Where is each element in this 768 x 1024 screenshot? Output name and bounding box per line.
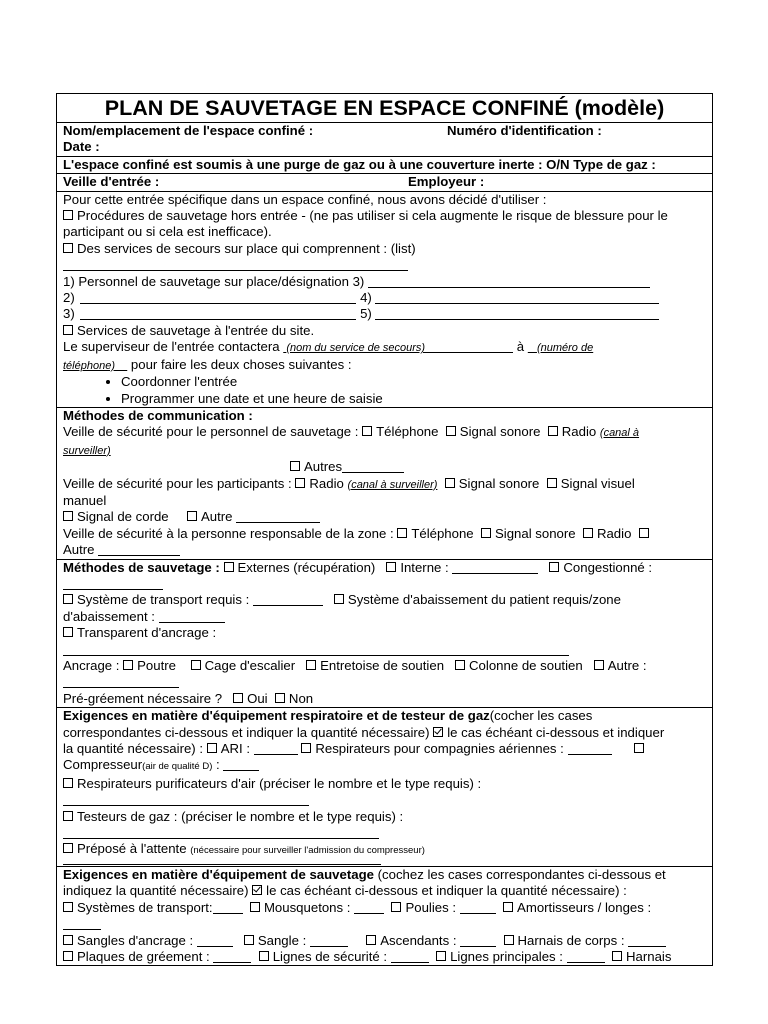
purificateurs-line[interactable]	[63, 793, 309, 806]
checkbox-autre[interactable]	[187, 511, 197, 521]
checked-box-icon	[433, 727, 443, 737]
checkbox-interne[interactable]	[386, 562, 396, 572]
mousquetons-label: Mousquetons :	[263, 899, 351, 915]
interne-line[interactable]	[452, 561, 538, 574]
checkbox-systemes-transport[interactable]	[63, 902, 73, 912]
plan-section	[57, 192, 712, 408]
checkbox-transport[interactable]	[63, 594, 73, 604]
equipement-desc-2: indiquez la quantité nécessaire)	[63, 883, 249, 899]
colonne-label: Colonne de soutien	[469, 658, 583, 673]
systemes-transport-label: Systèmes de transport:	[77, 899, 213, 915]
plaques-label: Plaques de gréement :	[77, 948, 210, 964]
identification-section	[57, 123, 712, 157]
sauvetage-section	[57, 560, 712, 709]
communication-section	[57, 408, 712, 560]
checkbox-amortisseurs[interactable]	[503, 902, 513, 912]
compresseur-line[interactable]	[223, 758, 259, 771]
numero-tel-hint-2: téléphone)	[63, 359, 115, 372]
respiratoire-section	[57, 708, 712, 867]
comm-zone-label: Veille de sécurité à la personne responsable de la zone :	[63, 525, 394, 541]
checkbox-harnais[interactable]	[612, 951, 622, 961]
canal-hint-2: surveiller)	[63, 444, 111, 457]
checkbox-radio-zone[interactable]	[583, 528, 593, 538]
testeurs-line[interactable]	[63, 826, 379, 839]
checkbox-services-sur-place[interactable]	[63, 243, 73, 253]
purificateurs-label: Respirateurs purificateurs d'air (préciser le nombre et le type requis) :	[77, 775, 482, 791]
poulies-line[interactable]	[460, 901, 496, 914]
prepose-label: Préposé à l'attente	[77, 841, 187, 857]
testeurs-label: Testeurs de gaz : (préciser le nombre et le type requis) :	[77, 808, 404, 824]
checkbox-mousquetons[interactable]	[250, 902, 260, 912]
personnel-2-line[interactable]	[80, 291, 356, 304]
tasks-list	[63, 374, 706, 407]
respirateurs-aero-label: Respirateurs pour compagnies aériennes :	[315, 741, 564, 757]
autres-label: Autres	[304, 459, 343, 475]
n3: 3)	[63, 306, 75, 322]
autre-line[interactable]	[236, 510, 320, 523]
respiratoire-desc-4: la quantité nécessaire) :	[63, 741, 204, 757]
systemes-transport-line[interactable]	[213, 901, 243, 914]
respiratoire-title: Exigences en matière d'équipement respiratoire et de testeur de gaz	[63, 708, 490, 724]
personnel-3b-line[interactable]	[80, 307, 356, 320]
signal-corde-label: Signal de corde	[77, 509, 169, 525]
checkbox-non[interactable]	[275, 693, 285, 703]
autre-label: Autre	[200, 509, 233, 525]
telephone-label: Téléphone	[411, 525, 474, 541]
transparent-line[interactable]	[63, 643, 569, 656]
sauvetage-title: Méthodes de sauvetage :	[63, 559, 220, 575]
checkbox-hors-entree[interactable]	[63, 210, 73, 220]
radio-label: Radio	[596, 525, 632, 541]
plan-intro: Pour cette entrée spécifique dans un espace confiné, nous avons décidé d'utiliser :	[63, 191, 547, 207]
abaissement-label-2: d'abaissement :	[63, 608, 155, 624]
signal-sonore-label: Signal sonore	[459, 424, 541, 440]
equipement-desc-3: le cas échéant ci-dessous et indiquer la quantité nécessaire) :	[266, 883, 627, 899]
nom-label: Nom/emplacement de l'espace confiné :	[63, 123, 314, 138]
amortisseurs-line[interactable]	[63, 917, 101, 930]
signal-sonore-label: Signal sonore	[494, 525, 576, 541]
compresseur-note: (air de qualité D)	[142, 761, 213, 773]
communication-title: Méthodes de communication :	[63, 407, 253, 423]
equipement-desc-1: (cochez les cases correspondantes ci-dessous et	[373, 866, 666, 882]
poulies-label: Poulies :	[405, 899, 457, 915]
form-title: PLAN DE SAUVETAGE EN ESPACE CONFINÉ (modèle)	[57, 94, 712, 123]
amortisseurs-label: Amortisseurs / longes :	[517, 899, 652, 915]
checkbox-congestionne[interactable]	[549, 562, 559, 572]
transport-line[interactable]	[253, 593, 323, 606]
compresseur-colon: :	[212, 757, 220, 773]
transparent-label: Transparent d'ancrage :	[77, 625, 217, 641]
checkbox-ascendants[interactable]	[366, 935, 376, 945]
ascendants-label: Ascendants :	[380, 932, 457, 948]
abaissement-line[interactable]	[159, 610, 225, 623]
congestionne-label: Congestionné :	[563, 559, 653, 575]
lignes-securite-label: Lignes de sécurité :	[272, 948, 388, 964]
ari-line[interactable]	[254, 742, 298, 755]
interne-label: Interne :	[400, 559, 449, 575]
lignes-principales-label: Lignes principales :	[450, 948, 563, 964]
harnais-corps-label: Harnais de corps :	[517, 932, 625, 948]
checkbox-telephone[interactable]	[362, 426, 372, 436]
n2: 2)	[63, 290, 75, 306]
personnel-3-line[interactable]	[368, 275, 650, 288]
signal-sonore-label: Signal sonore	[458, 475, 540, 491]
radio-label: Radio	[309, 475, 344, 491]
opt-hors-entree-label: Procédures de sauvetage hors entrée - (ne pas utiliser si cela augmente le risque de blessure pour le participant ou si cela est inefficace).	[63, 208, 668, 240]
mousquetons-line[interactable]	[354, 901, 384, 914]
respiratoire-desc-3: le cas échéant ci-dessous et indiquer	[447, 724, 665, 740]
prepose-line[interactable]	[63, 860, 381, 865]
checkbox-harnais-corps[interactable]	[504, 935, 514, 945]
rescue-plan-form	[56, 93, 713, 966]
cage-label: Cage d'escalier	[204, 658, 296, 673]
checkbox-autre-ancrage[interactable]	[594, 660, 604, 670]
checkbox-abaissement[interactable]	[334, 594, 344, 604]
checkbox-signal-sonore-participants[interactable]	[445, 478, 455, 488]
task-item: • Programmer une date et une heure de saisie	[121, 391, 706, 407]
checkbox-signal-sonore-zone[interactable]	[481, 528, 491, 538]
checkbox-lignes-securite[interactable]	[259, 951, 269, 961]
numero-label: Numéro d'identification :	[447, 123, 602, 138]
personnel-5-line[interactable]	[375, 307, 659, 320]
veille-row	[57, 174, 712, 191]
radio-label: Radio	[561, 424, 597, 440]
checkbox-signal-visuel[interactable]	[547, 478, 557, 488]
signal-visuel-label: Signal visuel	[560, 475, 635, 491]
telephone-label: Téléphone	[376, 424, 439, 440]
respirateurs-aero-line[interactable]	[568, 742, 612, 755]
numero-tel-hint: (numéro de	[536, 342, 594, 355]
checkbox-colonne[interactable]	[455, 660, 465, 670]
checkbox-signal-sonore[interactable]	[446, 426, 456, 436]
checkbox-testeurs[interactable]	[63, 811, 73, 821]
checkbox-transparent[interactable]	[63, 627, 73, 637]
checkbox-lignes-principales[interactable]	[436, 951, 446, 961]
list-line[interactable]	[63, 258, 408, 271]
checkbox-cage[interactable]	[191, 660, 201, 670]
checkbox-oui[interactable]	[233, 693, 243, 703]
congestionne-line[interactable]	[63, 577, 163, 590]
superviseur-text-2: pour faire les deux choses suivantes :	[130, 356, 352, 372]
personnel-4-line[interactable]	[375, 291, 659, 304]
sangles-ancrage-line[interactable]	[197, 934, 233, 947]
autre-zone-line[interactable]	[98, 543, 180, 556]
abaissement-label: Système d'abaissement du patient requis/zone	[347, 592, 621, 608]
checkbox-compresseur[interactable]	[634, 743, 644, 753]
autre-ancrage-label: Autre :	[607, 658, 647, 673]
sangle-label: Sangle :	[257, 932, 307, 948]
autres-line[interactable]	[342, 460, 404, 473]
personnel-label: 1) Personnel de sauvetage sur place/désignation 3)	[63, 273, 365, 289]
lignes-securite-line[interactable]	[391, 950, 429, 963]
equipement-section	[57, 867, 712, 965]
compresseur-label: Compresseur	[63, 757, 143, 773]
comm-participants-label: Veille de sécurité pour les participants :	[63, 475, 292, 491]
equipement-title: Exigences en matière d'équipement de sauvetage	[63, 866, 374, 882]
poutre-label: Poutre	[137, 658, 176, 673]
prepose-note: (nécessaire pour surveiller l'admission du compresseur)	[190, 845, 425, 857]
oui-label: Oui	[247, 690, 268, 706]
checkbox-services-entree-site[interactable]	[63, 325, 73, 335]
ascendants-line[interactable]	[460, 934, 496, 947]
veille-entree-label: Veille d'entrée :	[63, 174, 160, 190]
superviseur-text: Le superviseur de l'entrée contactera	[63, 339, 280, 355]
canal-hint: (canal à surveiller)	[347, 478, 438, 491]
non-label: Non	[288, 690, 314, 706]
checkbox-respirateurs-aero[interactable]	[301, 743, 311, 753]
nom-service-hint: (nom du service de secours)	[286, 342, 426, 355]
purge-line: L'espace confiné est soumis à une purge de gaz ou à une couverture inerte : O/N Type de gaz :	[57, 157, 712, 174]
harnais-corps-line[interactable]	[628, 934, 666, 947]
employeur-label: Employeur :	[408, 174, 485, 190]
checkbox-purificateurs[interactable]	[63, 778, 73, 788]
harnais-label: Harnais	[625, 948, 672, 964]
service-line[interactable]	[425, 340, 513, 353]
plaques-line[interactable]	[213, 950, 251, 963]
lignes-principales-line[interactable]	[567, 950, 605, 963]
checkbox-radio[interactable]	[548, 426, 558, 436]
checkbox-poulies[interactable]	[391, 902, 401, 912]
sangles-ancrage-label: Sangles d'ancrage :	[77, 932, 194, 948]
checkbox-prepose[interactable]	[63, 843, 73, 853]
a-word: à	[516, 339, 525, 355]
entretoise-label: Entretoise de soutien	[320, 658, 445, 673]
autre-label: Autre	[63, 542, 95, 558]
checked-box-icon	[252, 885, 262, 895]
checkbox-externes[interactable]	[224, 562, 234, 572]
autre-ancrage-line[interactable]	[63, 675, 179, 688]
externes-label: Externes (récupération)	[237, 559, 376, 575]
task-item: • Coordonner l'entrée	[121, 374, 706, 390]
opt-services-sur-place-label: Des services de secours sur place qui comprennent : (list)	[77, 240, 416, 256]
checkbox-sangle[interactable]	[244, 935, 254, 945]
n5: 5)	[360, 306, 372, 322]
comm-rescue-label: Veille de sécurité pour le personnel de sauvetage :	[63, 424, 359, 440]
checkbox-telephone-zone[interactable]	[397, 528, 407, 538]
n4: 4)	[360, 290, 372, 306]
opt-entree-site-label: Services de sauvetage à l'entrée du site.	[77, 322, 315, 338]
checkbox-radio-participants[interactable]	[295, 478, 305, 488]
checkbox-autre-zone[interactable]	[639, 528, 649, 538]
checkbox-entretoise[interactable]	[306, 660, 316, 670]
canal-hint: (canal à	[599, 427, 640, 440]
date-label: Date :	[63, 139, 100, 155]
checkbox-signal-corde[interactable]	[63, 511, 73, 521]
pregreement-label: Pré-gréement nécessaire ?	[63, 690, 223, 706]
checkbox-poutre[interactable]	[123, 660, 133, 670]
checkbox-autres[interactable]	[290, 461, 300, 471]
checkbox-plaques[interactable]	[63, 951, 73, 961]
ancrage-label: Ancrage :	[63, 658, 120, 673]
ari-label: ARI :	[220, 741, 250, 757]
sangle-line[interactable]	[310, 934, 348, 947]
checkbox-sangles-ancrage[interactable]	[63, 935, 73, 945]
respiratoire-desc-2: correspondantes ci-dessous et indiquer la quantité nécessaire)	[63, 724, 430, 740]
checkbox-ari[interactable]	[207, 743, 217, 753]
respiratoire-desc-1: (cocher les cases	[489, 708, 593, 724]
signal-visuel-label-2: manuel	[63, 492, 107, 508]
transport-label: Système de transport requis :	[77, 592, 250, 608]
